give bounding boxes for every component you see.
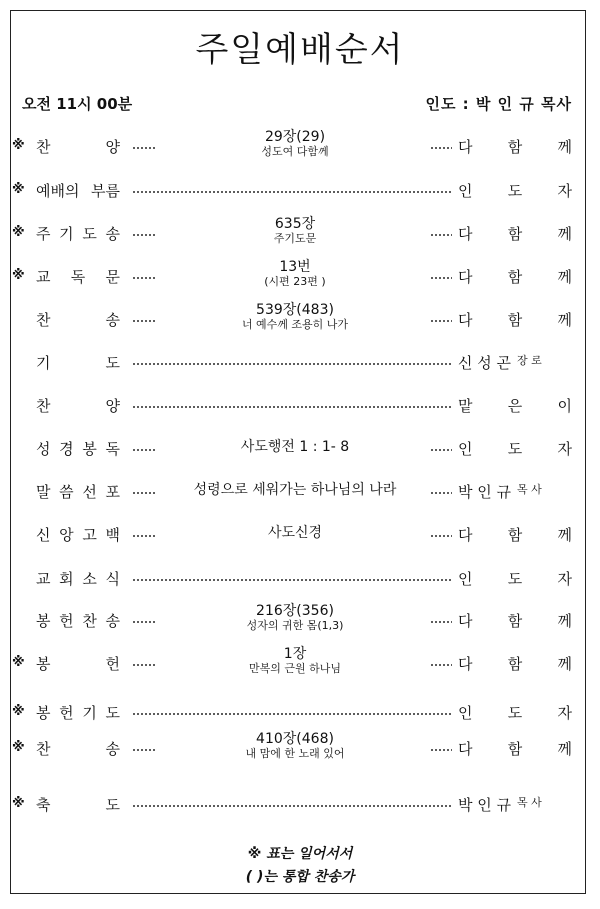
item-by: 다 함 께 <box>458 225 572 243</box>
item-main-text: 13번 <box>279 259 311 275</box>
leader-dots <box>430 449 452 451</box>
service-item <box>0 468 600 512</box>
item-detail <box>160 731 430 761</box>
footer-note-standing: ※ 표는 일어서서 <box>247 846 353 862</box>
leader-dots <box>132 535 156 537</box>
leader-dots <box>132 805 452 807</box>
item-sub-text: 성자의 귀한 몸(1,3) <box>246 619 344 632</box>
leader-dots <box>132 749 156 751</box>
item-by-name: 박 인 규 <box>458 483 512 501</box>
stand-mark: ※ <box>12 796 25 811</box>
item-main-text: 사도행전 1 : 1- 8 <box>240 439 350 455</box>
item-sub-text: 주기도문 <box>273 232 317 245</box>
stand-mark: ※ <box>12 655 25 670</box>
item-by-name: 박 인 규 <box>458 796 512 814</box>
item-main-text: 539장(483) <box>256 302 334 318</box>
service-item <box>0 425 600 469</box>
leader-dots <box>132 449 156 451</box>
item-by-title: 목 사 <box>517 796 542 809</box>
leader-dots <box>430 277 452 279</box>
leader-dots <box>132 363 452 365</box>
item-label: 신 앙 고 백 <box>36 526 120 544</box>
item-main-text: 635장 <box>274 216 316 232</box>
leader-dots <box>132 492 156 494</box>
leader-dots <box>132 277 156 279</box>
item-by: 인 도 자 <box>458 570 572 588</box>
item-detail <box>160 259 430 289</box>
service-item <box>0 382 600 426</box>
stand-mark: ※ <box>12 182 25 197</box>
item-by <box>458 352 572 373</box>
leader-dots <box>132 406 452 408</box>
item-by-name: 신 성 곤 <box>458 354 512 372</box>
leader-dots <box>132 147 156 149</box>
service-item <box>0 211 600 255</box>
item-detail <box>160 524 430 542</box>
item-label: 봉 헌 <box>36 655 120 673</box>
service-item <box>0 781 600 825</box>
item-by: 맡 은 이 <box>458 397 572 415</box>
service-time: 오전 11시 00분 <box>22 95 133 113</box>
item-label: 교 회 소 식 <box>36 570 120 588</box>
service-item <box>0 511 600 555</box>
stand-mark: ※ <box>12 268 25 283</box>
item-by: 다 함 께 <box>458 526 572 544</box>
item-label: 찬 양 <box>36 138 120 156</box>
item-detail <box>160 438 430 456</box>
item-by-title: 장 로 <box>517 354 542 367</box>
service-item <box>0 167 600 211</box>
item-by <box>458 481 572 502</box>
item-sub-text: 성도여 다함께 <box>261 145 329 158</box>
item-by: 다 함 께 <box>458 268 572 286</box>
stand-mark: ※ <box>12 138 25 153</box>
item-sub-text: (시편 23편 ) <box>264 275 326 288</box>
leader-dots <box>430 621 452 623</box>
item-by: 다 함 께 <box>458 740 572 758</box>
item-label: 찬 송 <box>36 311 120 329</box>
leader-dots <box>430 147 452 149</box>
item-sub-text: 내 맘에 한 노래 있어 <box>245 747 345 760</box>
item-sub-text: 만복의 근원 하나님 <box>248 662 341 675</box>
leader-dots <box>132 579 452 581</box>
item-detail <box>160 603 430 633</box>
leader-dots <box>132 713 452 715</box>
item-main-text: 성령으로 세워가는 하나님의 나라 <box>193 482 397 498</box>
item-by: 인 도 자 <box>458 704 572 722</box>
item-detail <box>160 302 430 332</box>
item-by: 다 함 께 <box>458 655 572 673</box>
item-detail <box>160 129 430 159</box>
service-item <box>0 555 600 599</box>
footer-note-hymnal: ( )는 통합 찬송가 <box>245 869 355 885</box>
item-by: 다 함 께 <box>458 138 572 156</box>
item-main-text: 사도신경 <box>267 525 323 541</box>
item-label: 교 독 문 <box>36 268 120 286</box>
leader-dots <box>132 621 156 623</box>
leader-dots <box>430 749 452 751</box>
leader-dots <box>132 320 156 322</box>
item-label: 예배의 부름 <box>36 182 120 200</box>
service-item <box>0 726 600 770</box>
item-label: 주 기 도 송 <box>36 225 120 243</box>
leader-dots <box>430 492 452 494</box>
item-label: 찬 양 <box>36 397 120 415</box>
item-label: 봉 헌 찬 송 <box>36 612 120 630</box>
item-label: 찬 송 <box>36 740 120 758</box>
item-by: 인 도 자 <box>458 440 572 458</box>
item-main-text: 1장 <box>283 646 307 662</box>
service-leader: 인도 : 박 인 규 목사 <box>425 95 572 113</box>
item-main-text: 216장(356) <box>256 603 334 619</box>
item-label: 성 경 봉 독 <box>36 440 120 458</box>
item-main-text: 29장(29) <box>264 129 326 145</box>
page-title: 주일예배순서 <box>195 30 405 70</box>
item-detail <box>160 481 430 499</box>
service-item <box>0 598 600 642</box>
leader-dots <box>430 664 452 666</box>
item-detail <box>160 646 430 676</box>
item-label: 말 씀 선 포 <box>36 483 120 501</box>
leader-dots <box>132 234 156 236</box>
item-by: 다 함 께 <box>458 311 572 329</box>
item-by: 인 도 자 <box>458 182 572 200</box>
stand-mark: ※ <box>12 704 25 719</box>
service-item <box>0 641 600 685</box>
item-by <box>458 794 572 815</box>
stand-mark: ※ <box>12 225 25 240</box>
leader-dots <box>430 320 452 322</box>
leader-dots <box>430 234 452 236</box>
stand-mark: ※ <box>12 740 25 755</box>
item-detail <box>160 216 430 246</box>
item-main-text: 410장(468) <box>256 731 334 747</box>
item-label: 축 도 <box>36 796 120 814</box>
service-item <box>0 254 600 298</box>
leader-dots <box>132 191 452 193</box>
service-item <box>0 297 600 341</box>
service-item <box>0 124 600 168</box>
item-by-title: 목 사 <box>517 483 542 496</box>
item-label: 기 도 <box>36 354 120 372</box>
item-by: 다 함 께 <box>458 612 572 630</box>
leader-dots <box>132 664 156 666</box>
leader-dots <box>430 535 452 537</box>
item-sub-text: 너 예수께 조용히 나가 <box>241 318 349 331</box>
service-item <box>0 339 600 383</box>
item-label: 봉 헌 기 도 <box>36 704 120 722</box>
